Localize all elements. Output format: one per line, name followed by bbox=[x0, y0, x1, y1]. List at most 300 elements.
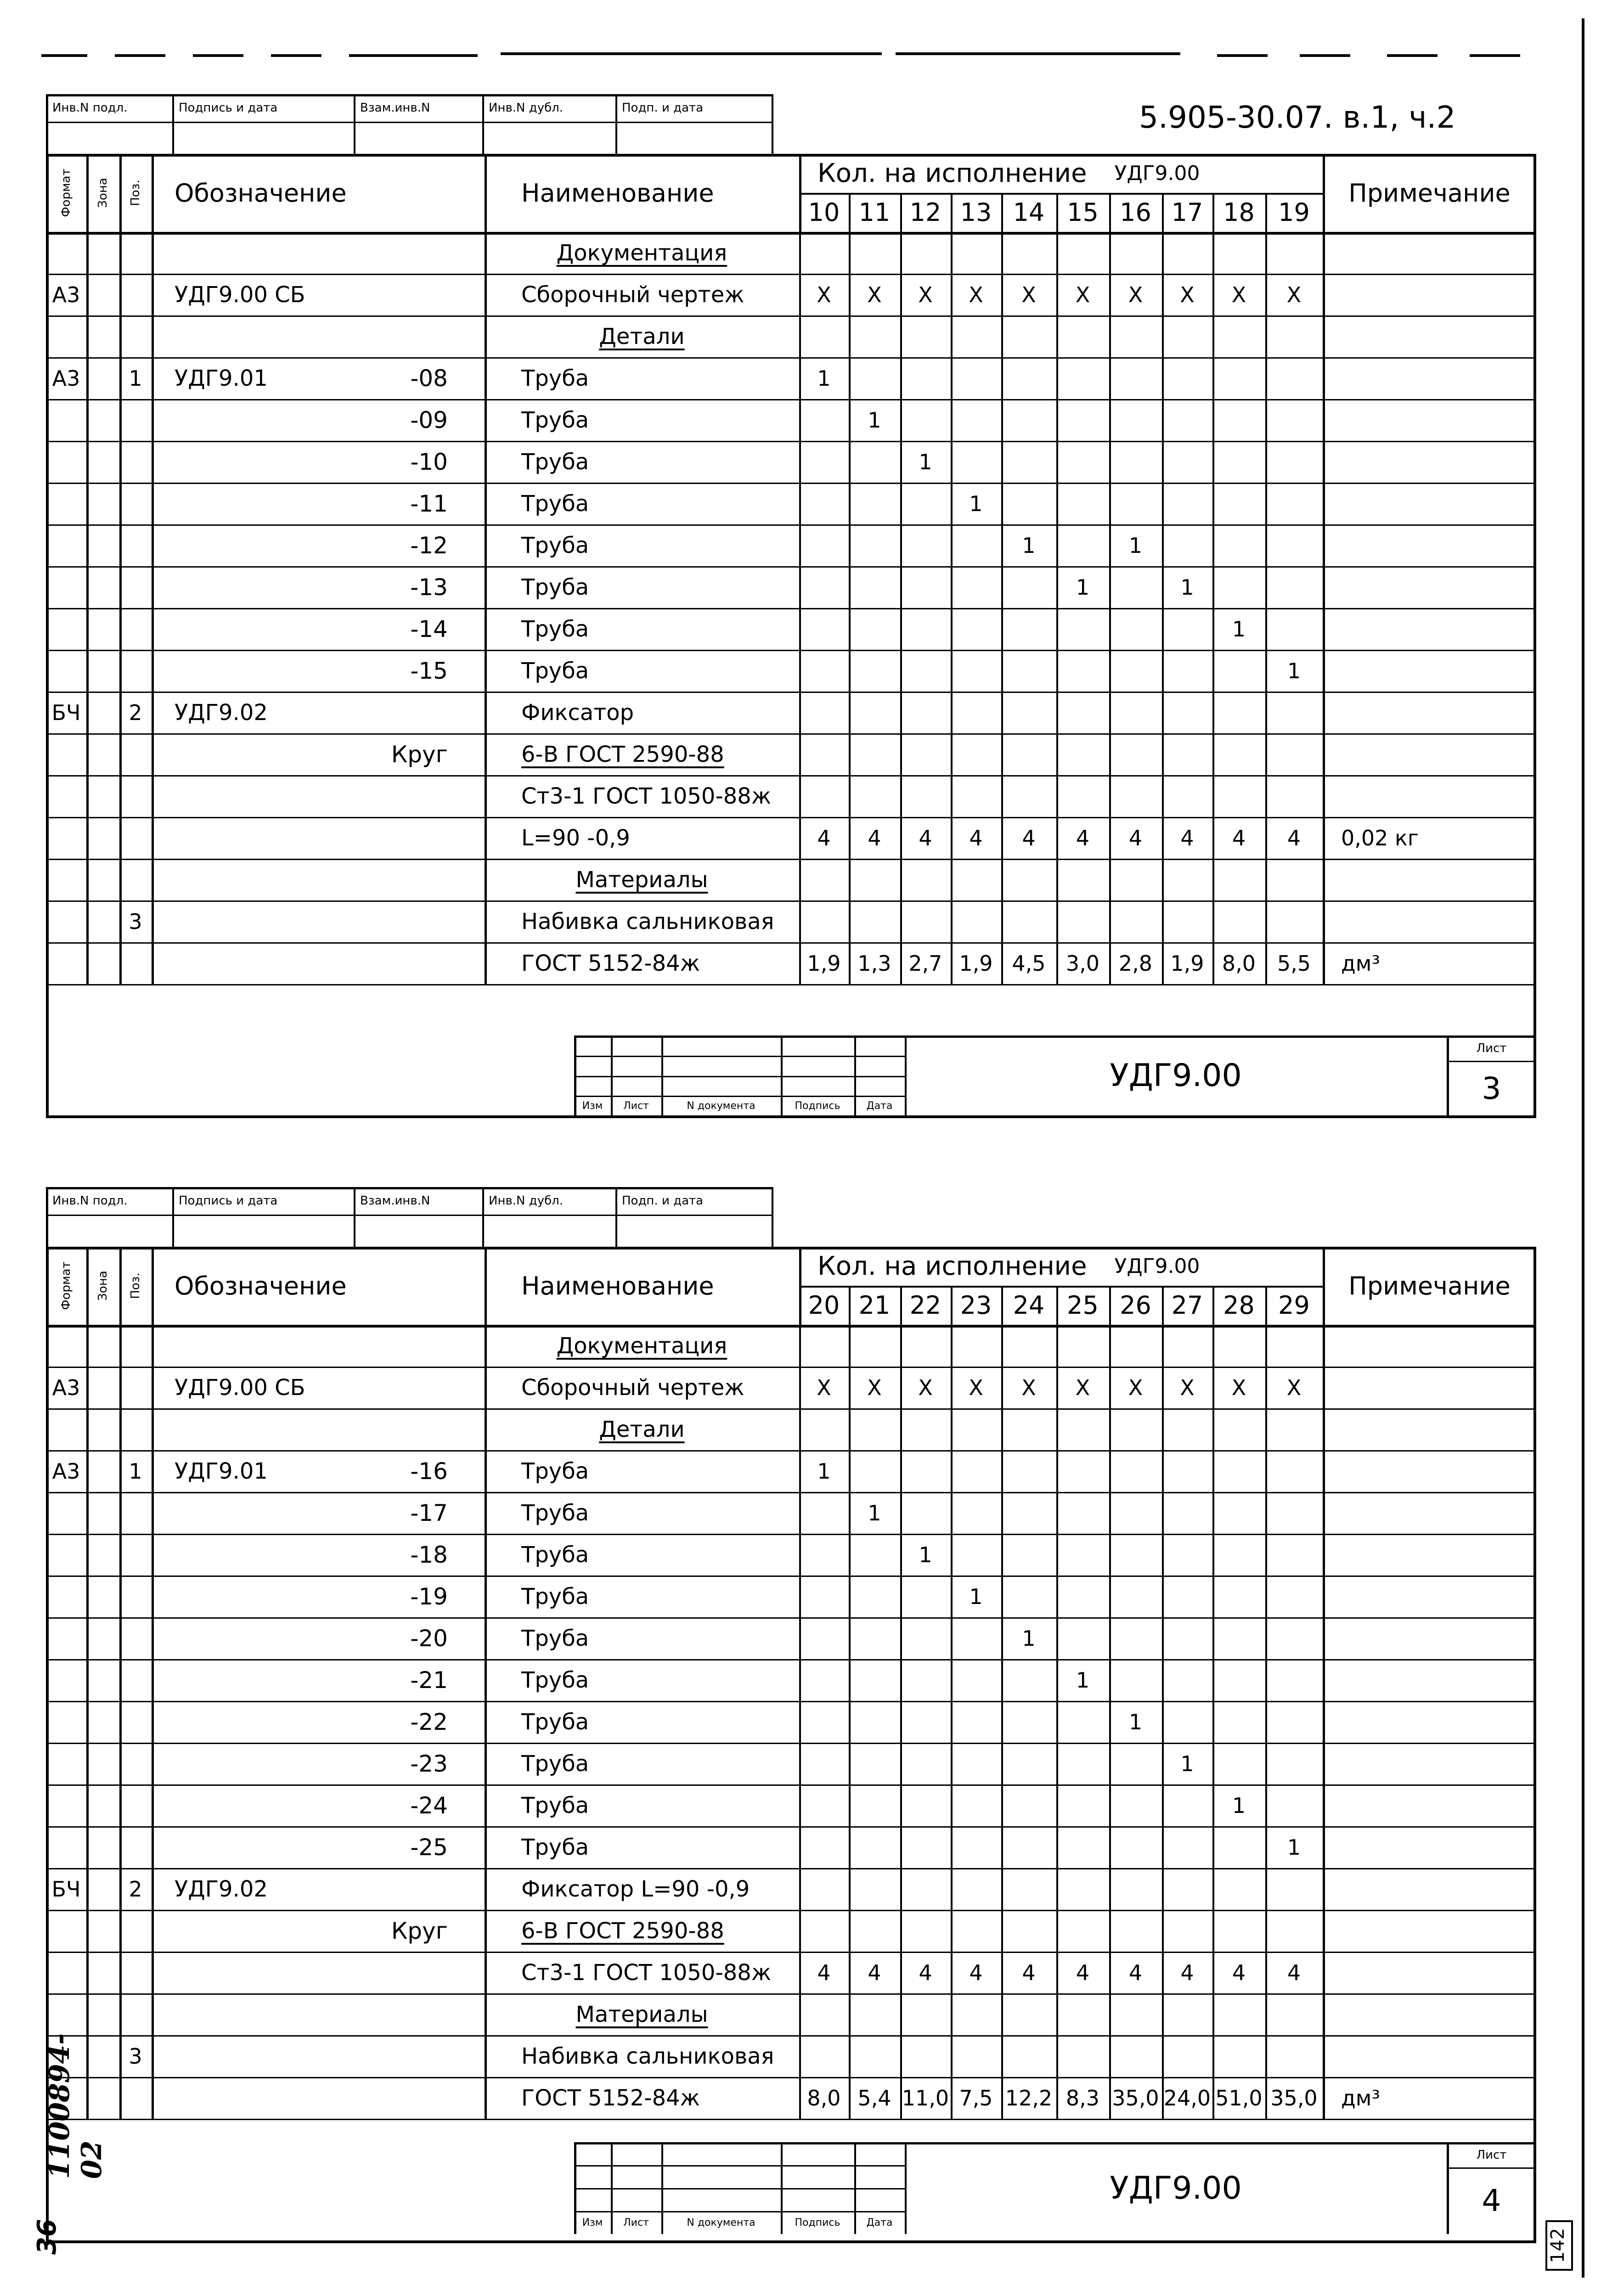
row-qty bbox=[849, 733, 900, 775]
row-zone bbox=[86, 1659, 119, 1701]
row-qty bbox=[1162, 1993, 1212, 2035]
row-qty bbox=[1056, 1910, 1109, 1952]
row-qty bbox=[799, 1868, 849, 1910]
row-note bbox=[1323, 608, 1536, 650]
row-qty: 4 bbox=[919, 1960, 932, 1985]
row-note bbox=[1323, 1408, 1536, 1450]
row-qty bbox=[799, 441, 849, 483]
row-note bbox=[1323, 1743, 1536, 1784]
row-qty bbox=[1056, 1325, 1109, 1367]
row-qty bbox=[849, 859, 900, 900]
row-qty bbox=[1212, 650, 1265, 692]
row-designation bbox=[152, 942, 372, 984]
row-position bbox=[119, 1659, 152, 1701]
row-qty bbox=[1212, 315, 1265, 357]
row-qty: 2,7 bbox=[908, 951, 942, 976]
row-name: Материалы bbox=[575, 867, 708, 893]
row-qty bbox=[1001, 900, 1056, 942]
row-designation bbox=[152, 733, 372, 775]
row-qty bbox=[1001, 315, 1056, 357]
row-qty bbox=[849, 1701, 900, 1743]
row-qty bbox=[900, 357, 951, 399]
row-designation-suffix: -25 bbox=[410, 1834, 448, 1861]
row-qty bbox=[849, 1659, 900, 1701]
row-qty: 1 bbox=[1128, 1709, 1143, 1734]
row-qty: 1 bbox=[1287, 658, 1301, 683]
row-qty bbox=[900, 650, 951, 692]
row-position bbox=[119, 441, 152, 483]
row-zone bbox=[86, 900, 119, 942]
row-qty bbox=[900, 608, 951, 650]
row-qty bbox=[799, 524, 849, 566]
variant-header: 29 bbox=[1278, 1291, 1310, 1320]
row-designation-suffix: -17 bbox=[410, 1499, 448, 1526]
row-qty bbox=[1212, 859, 1265, 900]
row-designation bbox=[152, 1492, 372, 1534]
row-qty bbox=[1001, 1910, 1056, 1952]
right-margin-line bbox=[1582, 18, 1584, 2278]
document-code: 5.905-30.07. в.1, ч.2 bbox=[1139, 99, 1456, 135]
variant-header: 22 bbox=[909, 1291, 941, 1320]
row-format bbox=[46, 650, 86, 692]
row-designation-suffix bbox=[358, 775, 485, 817]
row-qty: 1 bbox=[919, 1542, 932, 1567]
row-zone bbox=[86, 1952, 119, 1993]
row-qty bbox=[951, 1492, 1001, 1534]
row-qty bbox=[900, 232, 951, 274]
row-qty bbox=[799, 692, 849, 733]
variant-header: 27 bbox=[1171, 1291, 1203, 1320]
variant-header: 11 bbox=[858, 198, 891, 227]
row-qty bbox=[951, 1743, 1001, 1784]
row-qty bbox=[951, 900, 1001, 942]
row-qty: 1,9 bbox=[807, 951, 841, 976]
row-designation: УДГ9.00 СБ bbox=[175, 1374, 305, 1401]
row-designation-suffix bbox=[358, 232, 485, 274]
row-zone bbox=[86, 524, 119, 566]
row-name: Фиксатор L=90 -0,9 bbox=[521, 1876, 750, 1902]
row-qty bbox=[1162, 1492, 1212, 1534]
row-qty bbox=[1162, 2035, 1212, 2077]
row-note bbox=[1323, 1450, 1536, 1492]
row-qty bbox=[1212, 232, 1265, 274]
row-qty: 4 bbox=[868, 825, 881, 850]
row-qty: 1 bbox=[1232, 1793, 1246, 1818]
row-qty bbox=[1001, 1325, 1056, 1367]
row-position bbox=[119, 1993, 152, 2035]
row-designation-suffix: -13 bbox=[410, 574, 448, 601]
row-format bbox=[46, 1534, 86, 1576]
row-position bbox=[119, 608, 152, 650]
row-designation-suffix bbox=[358, 1325, 485, 1367]
row-qty bbox=[1265, 566, 1323, 608]
row-designation bbox=[152, 441, 372, 483]
row-note bbox=[1323, 1659, 1536, 1701]
stamp-header: Подпись и дата bbox=[179, 101, 278, 115]
row-position bbox=[119, 733, 152, 775]
row-format bbox=[46, 1659, 86, 1701]
row-qty bbox=[900, 1743, 951, 1784]
title-block-doc-code: УДГ9.00 bbox=[1110, 1058, 1242, 1094]
row-designation bbox=[152, 2077, 372, 2119]
row-qty: 11,0 bbox=[902, 2085, 949, 2110]
row-qty bbox=[1212, 733, 1265, 775]
row-qty bbox=[1109, 483, 1162, 524]
row-qty bbox=[849, 650, 900, 692]
row-qty bbox=[951, 1910, 1001, 1952]
rule-h bbox=[46, 122, 772, 123]
row-qty bbox=[1001, 232, 1056, 274]
row-zone bbox=[86, 1492, 119, 1534]
row-format bbox=[46, 399, 86, 441]
row-qty bbox=[1056, 733, 1109, 775]
row-qty bbox=[849, 900, 900, 942]
row-qty bbox=[900, 1617, 951, 1659]
row-zone bbox=[86, 817, 119, 859]
row-qty bbox=[1162, 1408, 1212, 1450]
row-qty: 4 bbox=[1232, 825, 1246, 850]
row-position bbox=[119, 1952, 152, 1993]
row-qty bbox=[1056, 692, 1109, 733]
col-header-name: Наименование bbox=[521, 178, 714, 208]
row-qty bbox=[1265, 1659, 1323, 1701]
row-designation-suffix: Круг bbox=[391, 1917, 448, 1944]
row-qty bbox=[900, 1910, 951, 1952]
row-position bbox=[119, 1534, 152, 1576]
row-qty: Х bbox=[1075, 1375, 1090, 1400]
row-qty bbox=[849, 1826, 900, 1868]
row-designation-suffix bbox=[358, 315, 485, 357]
row-qty bbox=[849, 1743, 900, 1784]
row-designation bbox=[152, 1743, 372, 1784]
row-position bbox=[119, 1910, 152, 1952]
row-position bbox=[119, 775, 152, 817]
row-qty bbox=[1265, 900, 1323, 942]
row-position bbox=[119, 483, 152, 524]
row-qty: 4 bbox=[817, 825, 831, 850]
row-qty bbox=[1265, 232, 1323, 274]
row-qty bbox=[951, 2035, 1001, 2077]
row-designation-suffix bbox=[358, 900, 485, 942]
row-qty bbox=[1056, 1534, 1109, 1576]
row-qty bbox=[1265, 1868, 1323, 1910]
row-qty bbox=[1162, 608, 1212, 650]
row-qty bbox=[1056, 2035, 1109, 2077]
row-qty: 1 bbox=[1287, 1835, 1301, 1860]
row-name: Сборочный чертеж bbox=[521, 281, 744, 308]
row-format bbox=[46, 1576, 86, 1617]
row-zone bbox=[86, 566, 119, 608]
row-designation-suffix bbox=[358, 2077, 485, 2119]
row-designation bbox=[152, 1576, 372, 1617]
row-qty bbox=[1212, 566, 1265, 608]
row-qty bbox=[1109, 692, 1162, 733]
row-designation bbox=[152, 775, 372, 817]
row-qty bbox=[799, 1701, 849, 1743]
row-format bbox=[46, 441, 86, 483]
row-name: Труба bbox=[521, 658, 589, 684]
row-zone bbox=[86, 1534, 119, 1576]
row-note bbox=[1323, 692, 1536, 733]
row-qty bbox=[799, 2035, 849, 2077]
row-qty: 1,9 bbox=[959, 951, 993, 976]
row-qty bbox=[1109, 1534, 1162, 1576]
title-block-label: N документа bbox=[687, 2217, 755, 2228]
row-qty bbox=[1001, 692, 1056, 733]
row-qty bbox=[1162, 1617, 1212, 1659]
row-qty bbox=[1109, 2035, 1162, 2077]
row-position bbox=[119, 859, 152, 900]
row-qty bbox=[1162, 775, 1212, 817]
row-designation bbox=[152, 1993, 372, 2035]
row-zone bbox=[86, 1617, 119, 1659]
row-qty bbox=[1001, 608, 1056, 650]
row-qty bbox=[1162, 1701, 1212, 1743]
row-qty bbox=[1162, 859, 1212, 900]
row-qty bbox=[1265, 1450, 1323, 1492]
row-qty: 4 bbox=[817, 1960, 831, 1985]
row-qty bbox=[1162, 1534, 1212, 1576]
row-qty bbox=[799, 1576, 849, 1617]
row-qty: Х bbox=[867, 282, 882, 307]
row-designation-suffix bbox=[358, 1993, 485, 2035]
row-qty bbox=[1265, 1784, 1323, 1826]
col-header-format: Формат bbox=[59, 169, 73, 217]
row-format: А3 bbox=[52, 366, 80, 391]
row-note: дм³ bbox=[1341, 2085, 1380, 2110]
row-designation bbox=[152, 1910, 372, 1952]
row-qty bbox=[1001, 733, 1056, 775]
variant-header: 24 bbox=[1013, 1291, 1045, 1320]
row-qty bbox=[951, 566, 1001, 608]
row-qty bbox=[1162, 1450, 1212, 1492]
row-qty bbox=[1212, 900, 1265, 942]
row-position bbox=[119, 1492, 152, 1534]
row-qty bbox=[849, 357, 900, 399]
row-qty bbox=[1109, 315, 1162, 357]
row-qty: Х bbox=[1180, 282, 1195, 307]
row-position bbox=[119, 942, 152, 984]
sheet-number: 4 bbox=[1482, 2183, 1501, 2218]
sheet-label: Лист bbox=[1476, 1041, 1507, 1055]
row-designation bbox=[152, 1659, 372, 1701]
row-qty bbox=[1265, 1492, 1323, 1534]
row-note bbox=[1323, 1701, 1536, 1743]
row-qty bbox=[799, 900, 849, 942]
row-name: Ст3-1 ГОСТ 1050-88ж bbox=[521, 1959, 772, 1986]
row-qty: 1 bbox=[1232, 616, 1246, 642]
title-block-label: Лист bbox=[623, 1100, 649, 1112]
row-qty bbox=[849, 692, 900, 733]
row-qty bbox=[900, 1868, 951, 1910]
row-qty bbox=[1056, 441, 1109, 483]
row-note bbox=[1323, 232, 1536, 274]
row-qty bbox=[1162, 733, 1212, 775]
row-qty bbox=[799, 1534, 849, 1576]
row-qty bbox=[799, 483, 849, 524]
row-qty bbox=[951, 524, 1001, 566]
row-zone bbox=[86, 2035, 119, 2077]
row-designation-suffix: -10 bbox=[410, 448, 448, 475]
row-qty bbox=[849, 1408, 900, 1450]
row-note bbox=[1323, 483, 1536, 524]
col-header-designation: Обозначение bbox=[175, 178, 347, 208]
row-designation bbox=[152, 900, 372, 942]
row-qty bbox=[1109, 733, 1162, 775]
row-position bbox=[119, 1784, 152, 1826]
row-qty bbox=[951, 692, 1001, 733]
row-qty: 4 bbox=[1022, 825, 1036, 850]
row-zone bbox=[86, 1408, 119, 1450]
row-name: Труба bbox=[521, 1667, 589, 1693]
row-position: 3 bbox=[129, 2043, 142, 2069]
row-designation-suffix bbox=[358, 1868, 485, 1910]
row-zone bbox=[86, 1993, 119, 2035]
row-name: Труба bbox=[521, 1458, 589, 1484]
row-qty bbox=[1212, 1408, 1265, 1450]
row-name: Труба bbox=[521, 365, 589, 391]
row-qty bbox=[799, 1826, 849, 1868]
row-qty bbox=[799, 1743, 849, 1784]
row-qty bbox=[900, 692, 951, 733]
row-format bbox=[46, 1617, 86, 1659]
row-format bbox=[46, 859, 86, 900]
row-zone bbox=[86, 1325, 119, 1367]
row-designation-suffix: -24 bbox=[410, 1792, 448, 1819]
row-qty: 1 bbox=[1076, 1667, 1090, 1693]
row-position bbox=[119, 1367, 152, 1408]
row-note bbox=[1323, 399, 1536, 441]
row-qty: 1 bbox=[969, 1584, 983, 1609]
row-qty: 4 bbox=[969, 1960, 983, 1985]
row-qty: 24,0 bbox=[1163, 2085, 1211, 2110]
row-qty bbox=[900, 1701, 951, 1743]
row-qty bbox=[799, 1993, 849, 2035]
row-designation bbox=[152, 1952, 372, 1993]
stamp-header: Инв.N дубл. bbox=[489, 101, 564, 115]
row-qty bbox=[1212, 775, 1265, 817]
row-qty: 1 bbox=[969, 491, 983, 516]
row-qty: Х bbox=[1231, 282, 1246, 307]
row-qty: 4 bbox=[969, 825, 983, 850]
title-block-label: Дата bbox=[866, 1100, 893, 1112]
row-qty bbox=[1265, 524, 1323, 566]
row-note: 0,02 кг bbox=[1341, 825, 1419, 850]
row-designation-suffix: Круг bbox=[391, 741, 448, 768]
rule-h bbox=[46, 1215, 772, 1216]
row-format bbox=[46, 1492, 86, 1534]
row-qty bbox=[1001, 775, 1056, 817]
margin-handwritten-number: 1100894-02 bbox=[44, 2033, 108, 2179]
row-note bbox=[1323, 357, 1536, 399]
rule-h bbox=[46, 2119, 1536, 2120]
row-qty bbox=[951, 399, 1001, 441]
row-qty: 4 bbox=[1076, 825, 1090, 850]
row-position bbox=[119, 1325, 152, 1367]
row-name: Сборочный чертеж bbox=[521, 1374, 744, 1401]
row-qty bbox=[1056, 650, 1109, 692]
row-note bbox=[1323, 1826, 1536, 1868]
row-designation-suffix: -18 bbox=[410, 1541, 448, 1568]
row-qty bbox=[849, 775, 900, 817]
row-zone bbox=[86, 441, 119, 483]
row-qty: 1 bbox=[1022, 1626, 1036, 1651]
row-zone bbox=[86, 232, 119, 274]
variant-header: 23 bbox=[960, 1291, 992, 1320]
row-qty bbox=[1162, 483, 1212, 524]
row-qty bbox=[1265, 1993, 1323, 2035]
col-header-name: Наименование bbox=[521, 1271, 714, 1300]
row-qty: 1 bbox=[817, 366, 831, 391]
row-qty bbox=[1109, 1993, 1162, 2035]
row-qty bbox=[799, 650, 849, 692]
variant-header: 20 bbox=[808, 1291, 840, 1320]
row-position bbox=[119, 315, 152, 357]
row-designation-suffix: -19 bbox=[410, 1583, 448, 1610]
row-qty bbox=[1056, 1743, 1109, 1784]
row-note bbox=[1323, 315, 1536, 357]
row-qty bbox=[1162, 1576, 1212, 1617]
row-qty bbox=[1109, 1617, 1162, 1659]
row-qty: 1,3 bbox=[857, 951, 891, 976]
row-format bbox=[46, 1743, 86, 1784]
row-format bbox=[46, 232, 86, 274]
row-qty bbox=[799, 399, 849, 441]
row-qty bbox=[799, 1659, 849, 1701]
col-header-qty bbox=[799, 154, 1323, 193]
row-qty bbox=[1212, 441, 1265, 483]
row-qty bbox=[1001, 357, 1056, 399]
row-qty bbox=[1212, 1576, 1265, 1617]
row-qty: 1 bbox=[1076, 574, 1090, 600]
row-format bbox=[46, 900, 86, 942]
row-qty bbox=[900, 1325, 951, 1367]
row-qty bbox=[1109, 859, 1162, 900]
row-designation-suffix: -23 bbox=[410, 1750, 448, 1777]
title-block-label: Изм bbox=[582, 1100, 603, 1112]
row-qty bbox=[1162, 232, 1212, 274]
row-zone bbox=[86, 650, 119, 692]
row-qty bbox=[1056, 1450, 1109, 1492]
stamp-header: Инв.N подл. bbox=[52, 1194, 128, 1208]
rule-v bbox=[772, 1187, 773, 1249]
row-qty bbox=[1056, 399, 1109, 441]
row-qty bbox=[1162, 399, 1212, 441]
row-qty bbox=[1001, 1826, 1056, 1868]
row-qty bbox=[1056, 315, 1109, 357]
row-qty bbox=[799, 1492, 849, 1534]
row-qty bbox=[1001, 399, 1056, 441]
row-qty bbox=[1162, 692, 1212, 733]
row-note bbox=[1323, 1784, 1536, 1826]
row-qty bbox=[1056, 1701, 1109, 1743]
row-note bbox=[1323, 775, 1536, 817]
row-qty: Х bbox=[969, 1375, 983, 1400]
title-block-label: Подпись bbox=[795, 2217, 840, 2228]
row-qty: 3,0 bbox=[1065, 951, 1100, 976]
row-qty bbox=[1001, 1784, 1056, 1826]
row-qty bbox=[900, 1993, 951, 2035]
row-zone bbox=[86, 1826, 119, 1868]
row-designation bbox=[152, 1408, 372, 1450]
row-designation-suffix bbox=[358, 1367, 485, 1408]
row-qty bbox=[1265, 357, 1323, 399]
row-position: 2 bbox=[129, 700, 142, 725]
row-name: Труба bbox=[521, 1500, 589, 1526]
row-qty: 1,9 bbox=[1170, 951, 1204, 976]
row-qty bbox=[1109, 650, 1162, 692]
row-name: Труба bbox=[521, 1625, 589, 1651]
